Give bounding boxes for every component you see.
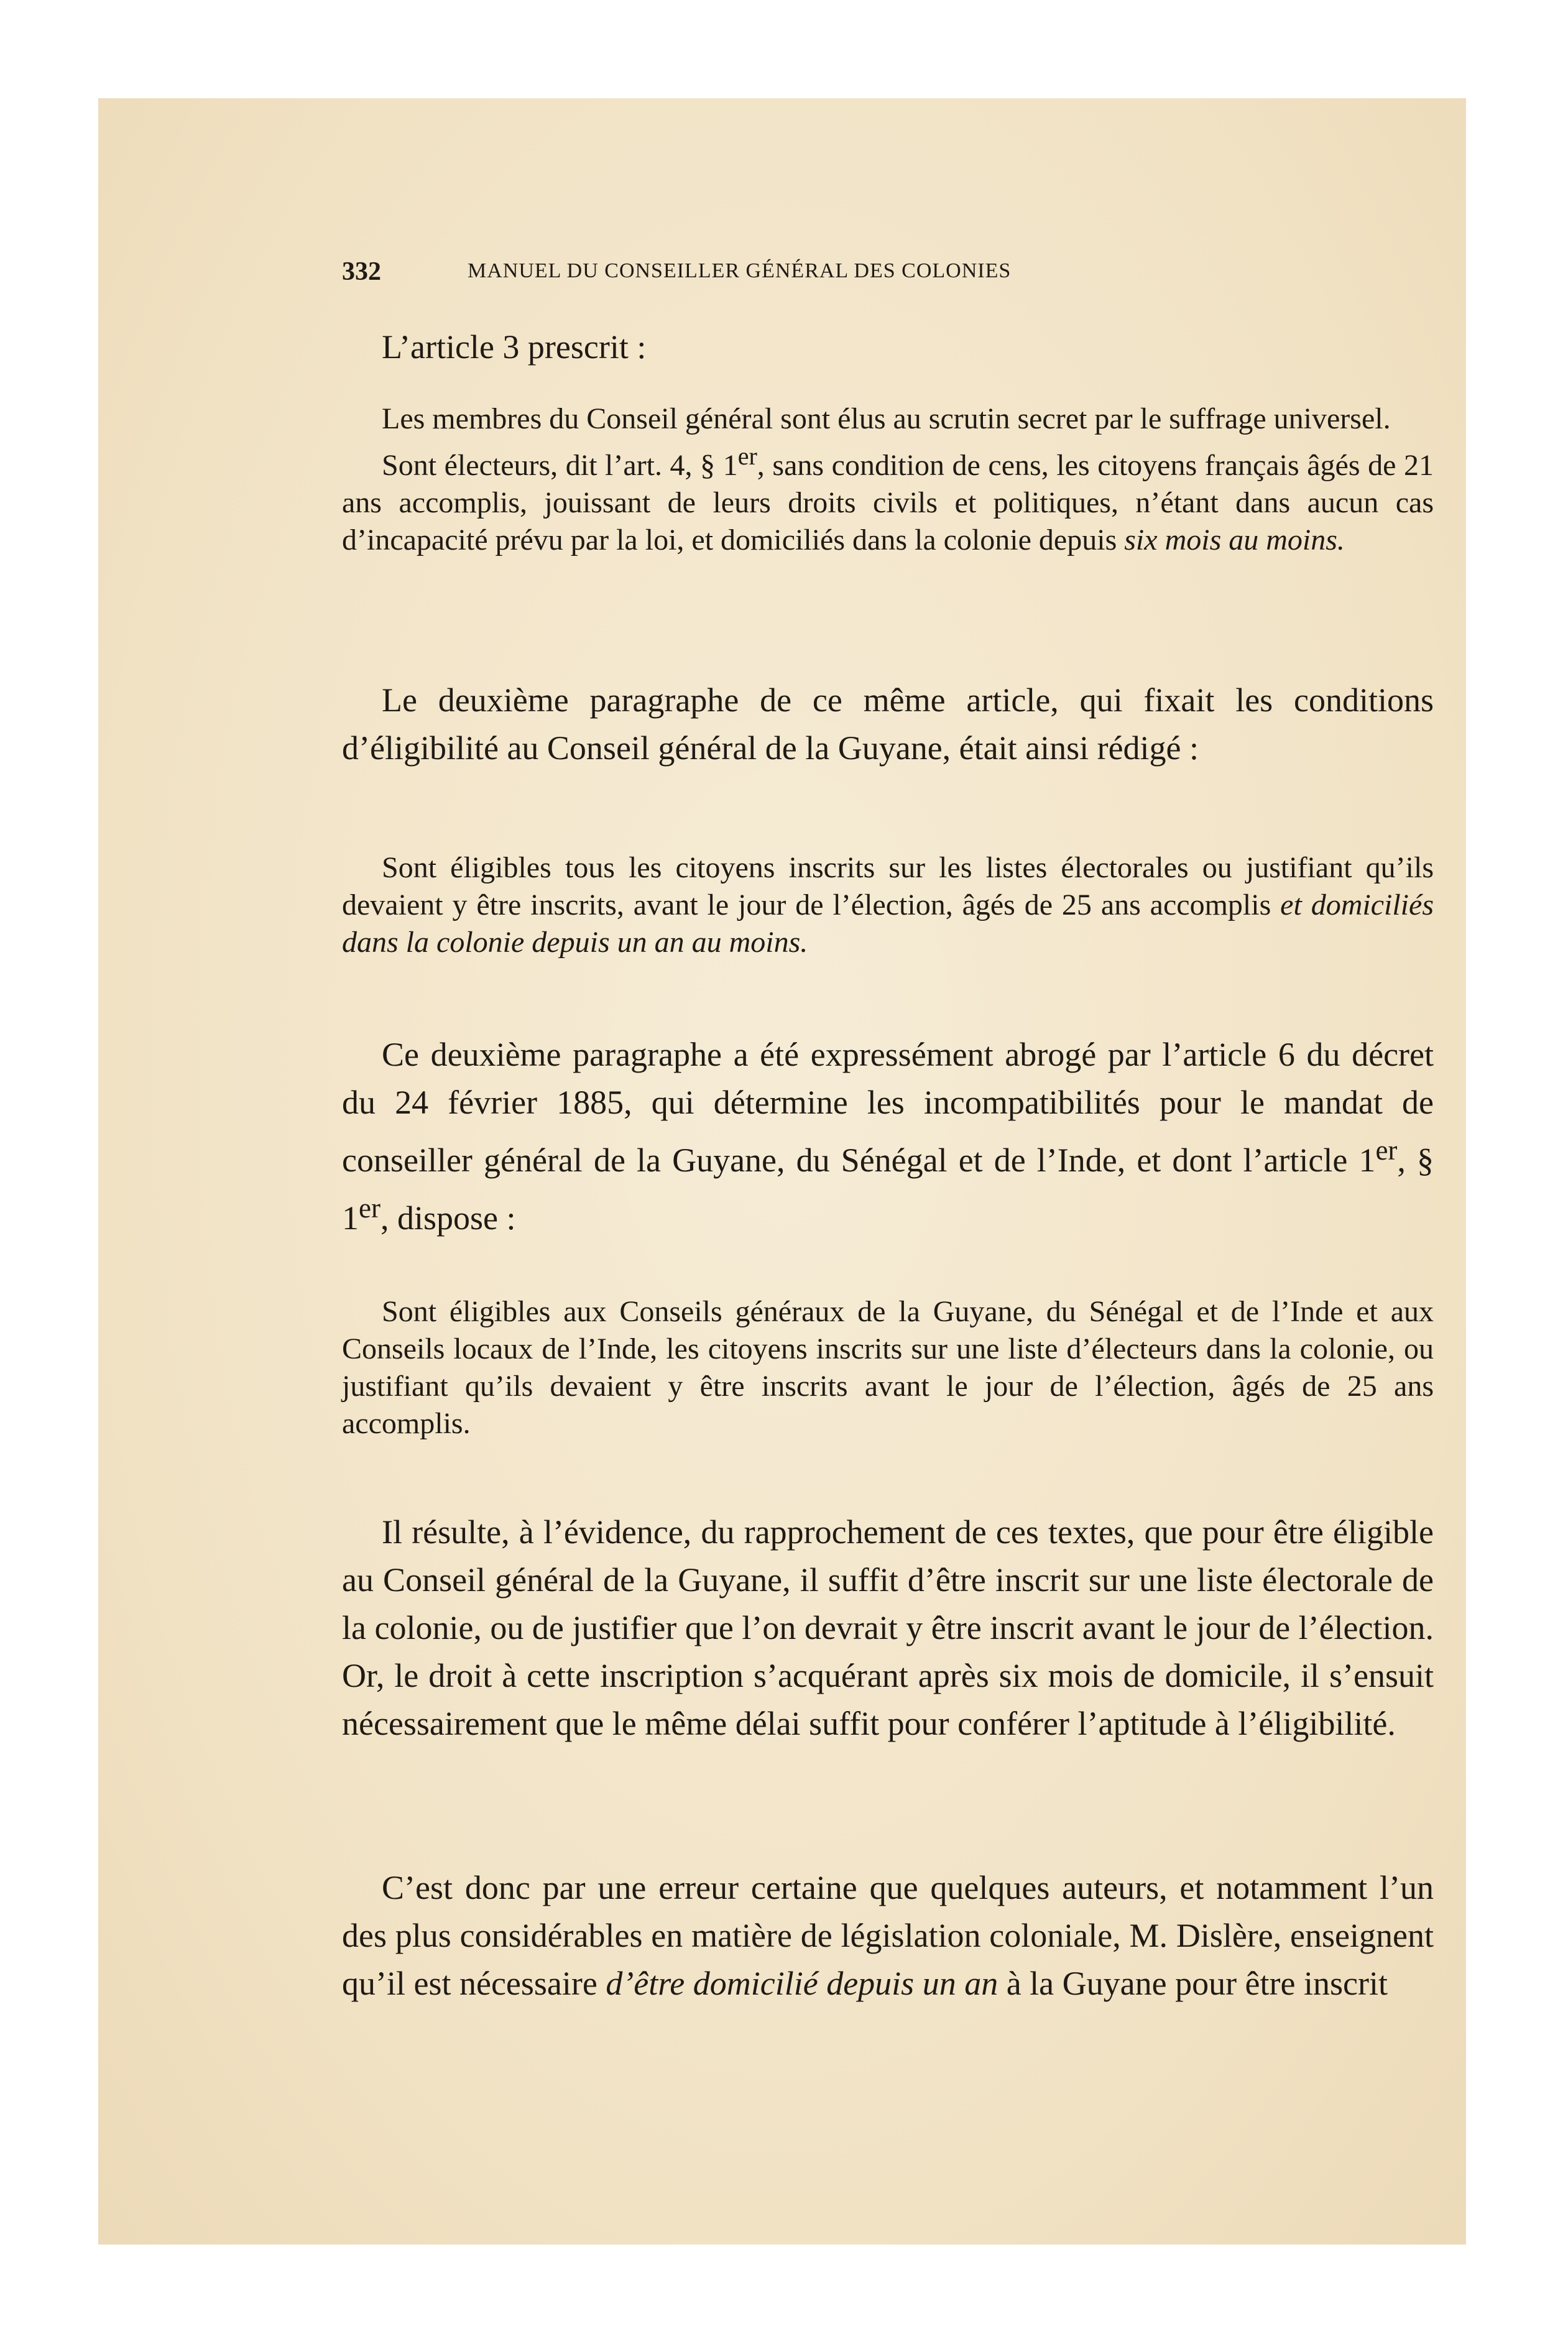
paragraph-conclusion: Il résulte, à l’évidence, du rapprochement de ces textes, que pour être éligible au Conseil général de la Guyane, il suffit d’être inscrit sur une liste électorale de la colonie, ou de justifier que l’on devrait y être inscrit avant le jour de l’élection. Or, le droit à cette inscription s’acquérant après six mois de domicile, il s’ensuit nécessairement que le même délai suffit pour conférer l’aptitude à l’éligibilité.	[342, 1513, 1434, 1742]
intro-paragraph: L’article 3 prescrit :	[382, 328, 647, 366]
quote1-paragraph-2: Sont électeurs, dit l’art. 4, § 1er, sans condition de cens, les citoyens français âgés de 21 ans accomplis, jouissant de leurs droits civils et politiques, n’étant dans aucun cas d’incapacité prévu par la loi, et domiciliés dans la colonie depuis six mois au moins.	[342, 442, 1434, 556]
quote-eligibility-1885: Sont éligibles aux Conseils généraux de la Guyane, du Sénégal et de l’Inde et aux Conseils locaux de l’Inde, les citoyens inscrits sur une liste d’électeurs dans la colonie, ou justifiant qu’ils devaient y être inscrits avant le jour de l’élection, âgés de 25 ans accomplis.	[342, 1295, 1434, 1440]
italic-phrase: six mois au moins.	[1124, 524, 1345, 556]
quote-eligibility-old: Sont éligibles tous les citoyens inscrits sur les listes électorales ou justifiant qu’ils devaient y être inscrits, avant le jour de l’élection, âgés de 25 ans accomplis et domiciliés dans la colonie depuis un an au moins.	[342, 851, 1434, 959]
paragraph-dislere: C’est donc par une erreur certaine que quelques auteurs, et notamment l’un des plus considérables en matière de législation coloniale, M. Dislère, enseignent qu’il est nécessaire d’être domicilié depuis un an à la Guyane pour être inscrit	[342, 1869, 1434, 2002]
quote1-paragraph-1: Les membres du Conseil général sont élus au scrutin secret par le suffrage universel.	[382, 402, 1391, 435]
italic-phrase: d’être domicilié depuis un an	[606, 1965, 998, 2002]
italic-phrase: et domiciliés dans la colonie depuis un an au moins.	[342, 888, 1434, 959]
quote-article-3	[342, 400, 1434, 559]
paragraph-abrogation: Ce deuxième paragraphe a été expressément abrogé par l’article 6 du décret du 24 février 1885, qui détermine les incompatibilités pour le mandat de conseiller général de la Guyane, du Sénégal et de l’Inde, et dont l’article 1er, § 1er, dispose :	[342, 1036, 1434, 1237]
running-title: MANUEL DU CONSEILLER GÉNÉRAL DES COLONIES	[468, 259, 1012, 282]
page-number: 332	[342, 257, 381, 286]
paragraph-second-para: Le deuxième paragraphe de ce même article, qui fixait les conditions d’éligibilité au Conseil général de la Guyane, était ainsi rédigé :	[342, 681, 1434, 767]
book-page	[98, 98, 1466, 2245]
page-header	[342, 257, 1436, 294]
